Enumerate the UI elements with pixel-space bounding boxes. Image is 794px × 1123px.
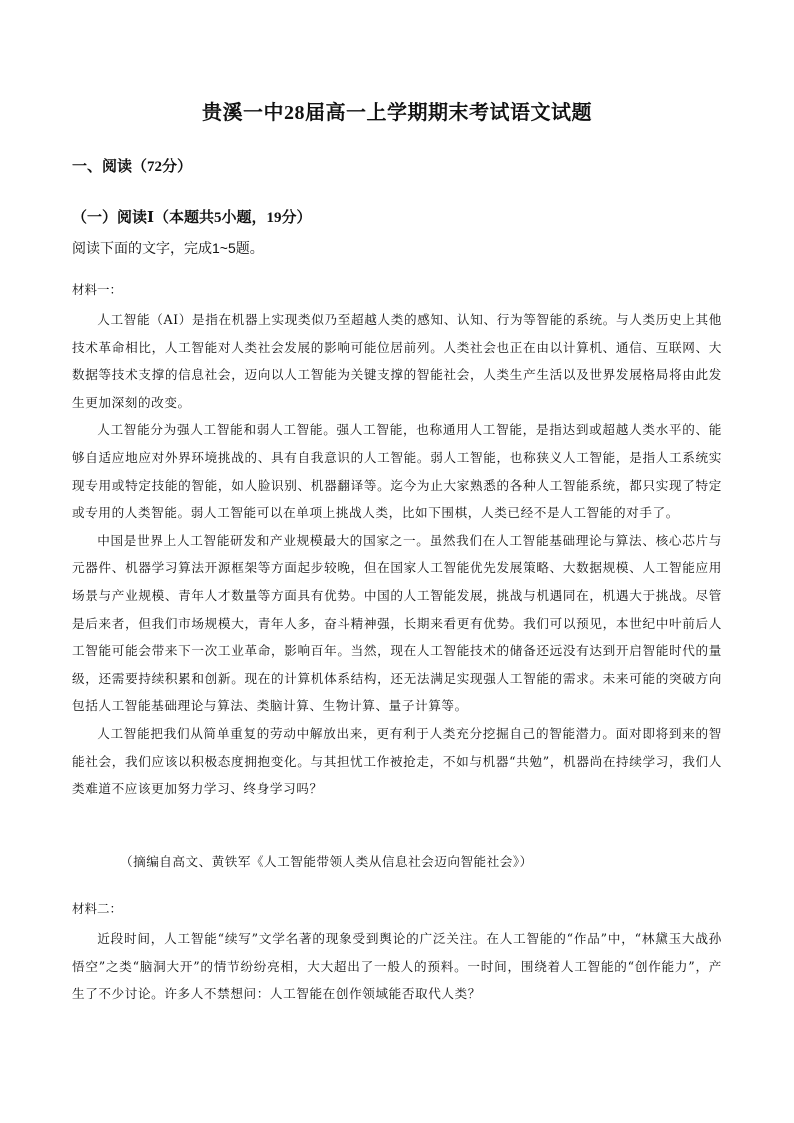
material-one-label: 材料一：: [72, 282, 123, 297]
material-one-paragraph: 中国是世界上人工智能研发和产业规模最大的国家之一。虽然我们在人工智能基础理论与算法、核心芯片与元器件、机器学习算法开源框架等方面起步较晚，但在国家人工智能优先发展策略、大数据规模、人工智能应用场景与产业规模、青年人才数量等方面具有优势。中国的人工智能发展，挑战与机遇同在，机遇大于挑战。尽管是后来者，但我们市场规模大，青年人多，奋斗精神强，长期来看更有优势。我们可以预见，本世纪中叶前后人工智能可能会带来下一次工业革命，影响百年。当然，现在人工智能技术的储备还远没有达到开启智能时代的量级，还需要持续积累和创新。现在的计算机体系结构，还无法满足实现强人工智能的需求。未来可能的突破方向包括人工智能基础理论与算法、类脑计算、生物计算、量子计算等。: [72, 532, 722, 714]
material-one-citation: （摘编自高文、黄铁军《人工智能带领人类从信息社会迈向智能社会》）: [120, 854, 533, 869]
material-two-paragraph: 近段时间，人工智能“续写”文学名著的现象受到舆论的广泛关注。在人工智能的“作品”中，“林黛玉大战孙悟空”之类“脑洞大开”的情节纷纷亮相，大大超出了一般人的预料。一时间，围绕着人工智能的“创作能力”，产生了不少讨论。许多人不禁想问：人工智能在创作领域能否取代人类？: [72, 931, 722, 1002]
reading-instruction: 阅读下面的文字，完成1~5题。: [72, 240, 264, 256]
material-two-body: [72, 925, 722, 1008]
material-one-paragraph: 人工智能把我们从简单重复的劳动中解放出来，更有利于人类充分挖掘自己的智能潜力。面对即将到来的智能社会，我们应该以积极态度拥抱变化。与其担忧工作被抢走，不如与机器“共勉”，机器尚在持续学习，我们人类难道不应该更加努力学习、终身学习吗？: [72, 725, 722, 797]
material-one-paragraph: 人工智能分为强人工智能和弱人工智能。强人工智能，也称通用人工智能，是指达到或超越人类水平的、能够自适应地应对外界环境挑战的、具有自我意识的人工智能。弱人工智能，也称狭义人工智能，是指人工系统实现专用或特定技能的智能，如人脸识别、机器翻译等。迄今为止大家熟悉的各种人工智能系统，都只实现了特定或专用的人类智能。弱人工智能可以在单项上挑战人类，比如下围棋，人类已经不是人工智能的对手了。: [72, 422, 722, 521]
exam-title: 贵溪一中28届高一上学期期末考试语文试题: [202, 102, 592, 124]
subsection-heading: （一）阅读Ⅰ（本题共5小题，19分）: [72, 210, 312, 226]
material-two-label: 材料二：: [72, 901, 123, 916]
material-one-body: [72, 306, 722, 803]
material-one-paragraph: 人工智能（AI）是指在机器上实现类似乃至超越人类的感知、认知、行为等智能的系统。与人类历史上其他技术革命相比，人工智能对人类社会发展的影响可能位居前列。人类社会也正在由以计算机、通信、互联网、大数据等技术支撑的信息社会，迈向以人工智能为关键支撑的智能社会，人类生产生活以及世界发展格局将由此发生更加深刻的改变。: [72, 312, 722, 410]
section-heading: 一、阅读（72分）: [72, 159, 193, 175]
